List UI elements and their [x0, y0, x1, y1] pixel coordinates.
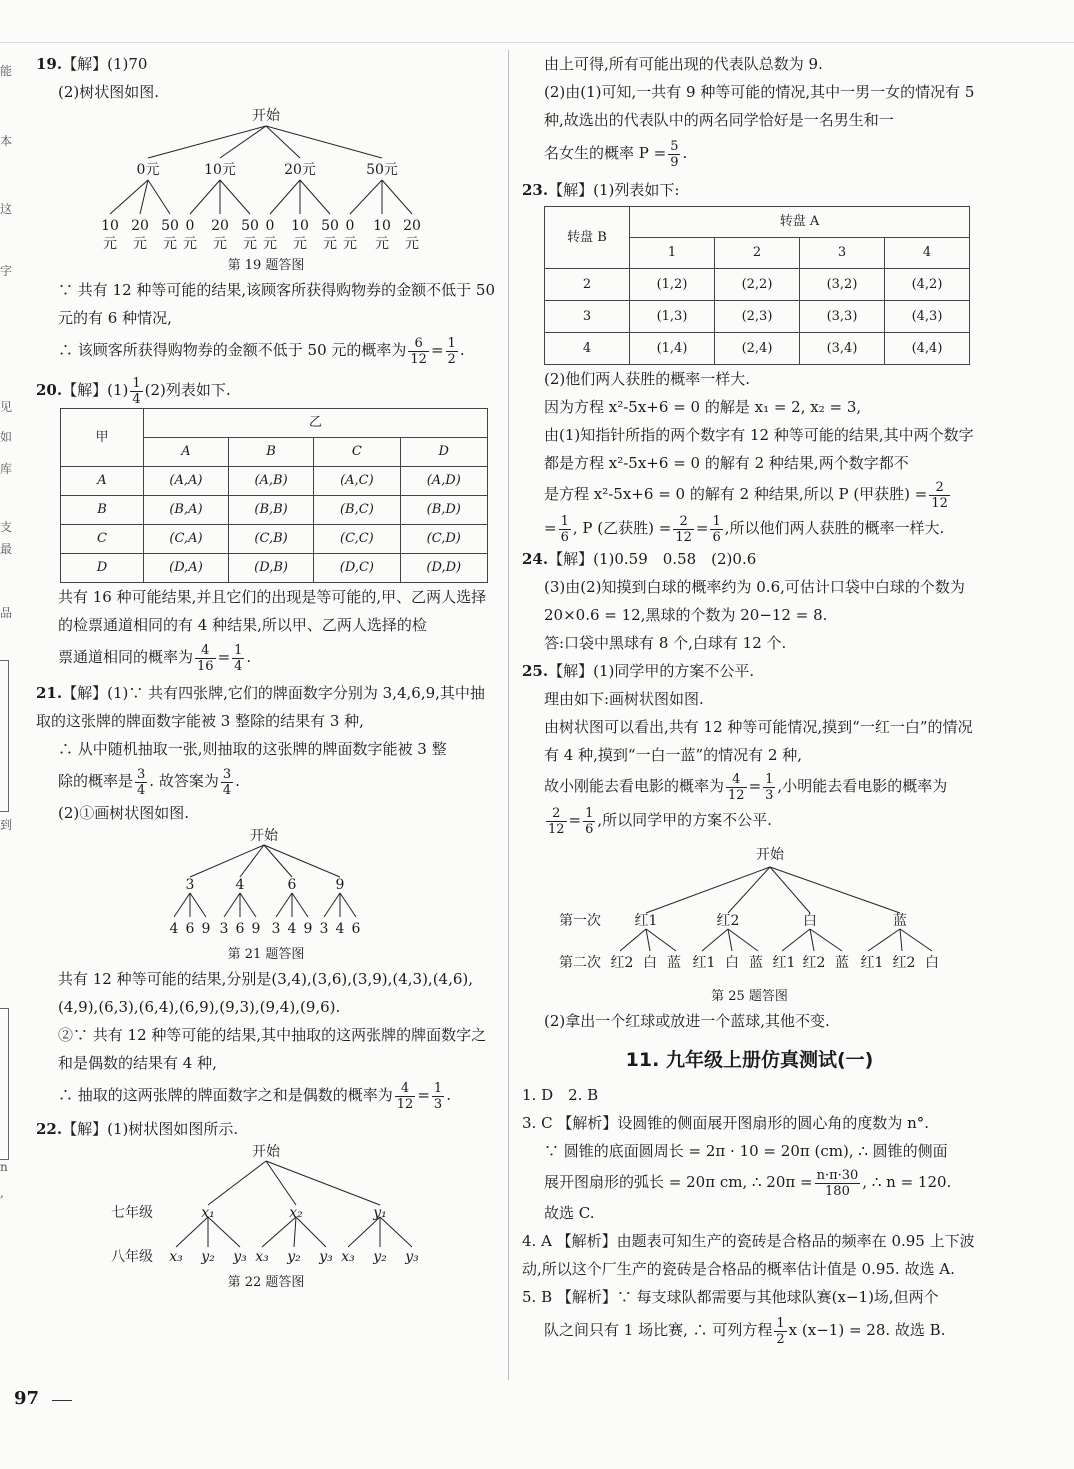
fraction: $\frac{4}{12}$ — [728, 771, 745, 803]
q22-tree-diagram — [36, 1143, 496, 1273]
q21-text3: ∴ 抽取的这两张牌的牌面数字之和是偶数的概率为 $\frac{4}{12}$ = $\frac{1}{3}$ . — [58, 1080, 451, 1112]
q25-tree-diagram — [522, 837, 977, 987]
q19-caption: 第 19 题答图 — [227, 258, 305, 273]
tree-leaf: 蓝 — [749, 955, 763, 971]
tree-node: 6 — [287, 877, 297, 893]
q21-caption: 第 21 题答图 — [227, 947, 305, 962]
q24-line3: 答:口袋中黑球有 8 个,白球有 12 个. — [544, 634, 787, 652]
tree-unit: 元 — [405, 236, 419, 252]
fraction: $\frac{1}{3}$ — [433, 1080, 443, 1112]
margin-table-fragment — [0, 660, 9, 812]
tree-leaf: y₂ — [201, 1249, 215, 1265]
fraction: $\frac{1}{6}$ — [585, 805, 594, 837]
tree-leaf: 白 — [725, 955, 739, 971]
table-header: 转盘 A — [630, 207, 970, 238]
tree-node: 蓝 — [893, 913, 907, 929]
q23-line6: = $\frac{1}{6}$ , P (乙获胜) = $\frac{2}{12}$ = $\frac{1}{6}$ ,所以他们两人获胜的概率一样大. — [544, 513, 945, 545]
tree-leaf: 20 — [131, 218, 149, 234]
margin-fragment: , — [0, 1186, 4, 1200]
row-label: 第二次 — [559, 955, 601, 971]
fraction: $\frac{1}{2}$ — [447, 335, 456, 367]
tree-leaf: 9 — [303, 921, 313, 937]
q23-line3: 因为方程 x²-5x+6 = 0 的解是 x₁ = 2, x₂ = 3, — [544, 398, 862, 416]
answer-4: 4. A 【解析】由题表可知生产的瓷砖是合格品的频率在 0.95 上下波动,所以这个厂生产的瓷砖是合格品的概率估计值是 0.95. 故选 A. — [522, 1232, 975, 1278]
row-label: 八年级 — [111, 1249, 153, 1265]
margin-fragment: 本 — [0, 134, 13, 148]
q19-text2: ∴ 该顾客所获得购物券的金额不低于 50 元的概率为 $\frac{6}{12}$ = $\frac{1}{2}$ . — [58, 335, 465, 367]
tree-unit: 元 — [213, 236, 227, 252]
q22-tree-svg — [36, 1143, 496, 1273]
q25-line1: 25.【解】(1)同学甲的方案不公平. — [522, 662, 755, 680]
tree-leaf: 蓝 — [835, 955, 849, 971]
col-header: D — [400, 438, 487, 467]
q19-line1: 19.【解】(1)70 — [36, 55, 148, 73]
table-row: B (B,A) (B,B) (B,C) (B,D) — [61, 496, 488, 525]
fraction: $\frac{6}{12}$ — [410, 335, 427, 367]
tree-unit: 元 — [375, 236, 389, 252]
q22-line1: 22.【解】(1)树状图如图所示. — [36, 1120, 239, 1138]
q20-table — [60, 408, 488, 583]
tree-unit: 元 — [323, 236, 337, 252]
tree-leaf: 6 — [351, 921, 361, 937]
q21-line3: 除的概率是 $\frac{3}{4}$ . 故答案为 $\frac{3}{4}$ . — [58, 766, 240, 798]
margin-fragment: n — [0, 1160, 8, 1174]
answer-1-2: 1. D 2. B — [522, 1086, 599, 1104]
answer-3-line2: ∵ 圆锥的底面圆周长 = 2π · 10 = 20π (cm), ∴ 圆锥的侧面 — [544, 1142, 948, 1160]
margin-fragment: 字 — [0, 264, 13, 278]
tree-leaf: 红1 — [772, 955, 796, 971]
fraction: $\frac{3}{4}$ — [137, 766, 146, 798]
tree-leaf: 50 — [161, 218, 179, 234]
fraction: $\frac{2}{12}$ — [548, 805, 565, 837]
q25-line4: 故小刚能去看电影的概率为 $\frac{4}{12}$ = $\frac{1}{3}$ ,小明能去看电影的概率为 — [544, 771, 948, 803]
margin-fragment: 能 — [0, 64, 13, 78]
top-rule — [0, 42, 1074, 43]
tree-unit: 元 — [243, 236, 257, 252]
tree-leaf: 3 — [219, 921, 229, 937]
tree-leaf: 20 — [403, 218, 421, 234]
tree-leaf: 9 — [201, 921, 211, 937]
tree-unit: 元 — [293, 236, 307, 252]
tree-leaf: 10 — [373, 218, 391, 234]
q20-text1: 共有 16 种可能结果,并且它们的出现是等可能的,甲、乙两人选择的检票通道相同的有 4 种结果,所以甲、乙两人选择的检 — [58, 588, 487, 634]
fraction: $\frac{4}{12}$ — [396, 1080, 414, 1112]
tree-leaf: 50 — [321, 218, 339, 234]
answer-3-line1: 3. C 【解析】设圆锥的侧面展开图扇形的圆心角的度数为 n°. — [522, 1114, 930, 1132]
tree-leaf: 红1 — [692, 955, 716, 971]
page-number-rule — [52, 1400, 72, 1401]
margin-fragment: 最 — [0, 542, 13, 556]
row-label: 第一次 — [559, 913, 601, 929]
tree-leaf: y₂ — [373, 1249, 387, 1265]
tree-node: 红2 — [716, 913, 740, 929]
tree-leaf: y₃ — [405, 1249, 419, 1265]
fraction: $\frac{2}{12}$ — [931, 479, 948, 511]
tree-leaf: 10 — [101, 218, 119, 234]
tree-leaf: 50 — [241, 218, 259, 234]
fraction: $\frac{n\cdot\pi\cdot 30}{180}$ — [816, 1167, 859, 1199]
tree-leaf: y₂ — [287, 1249, 301, 1265]
fraction: $\frac{1}{2}$ — [776, 1315, 785, 1347]
fraction: $\frac{2}{12}$ — [675, 513, 692, 545]
tree-leaf: 4 — [287, 921, 297, 937]
q21-line2: ∴ 从中随机抽取一张,则抽取的这张牌的牌面数字能被 3 整 — [58, 740, 447, 758]
tree-leaf: 10 — [291, 218, 309, 234]
tree-leaf: 0 — [185, 218, 195, 234]
tree-unit: 元 — [183, 236, 197, 252]
q23-line2: (2)他们两人获胜的概率一样大. — [544, 370, 751, 388]
tree-node: 白 — [803, 913, 817, 929]
margin-fragment: 支 — [0, 520, 13, 534]
table-corner: 转盘 B — [545, 207, 630, 269]
tree-leaf: 6 — [185, 921, 195, 937]
section-title: 11. 九年级上册仿真测试(一) — [625, 1049, 874, 1071]
margin-fragment: 见 — [0, 400, 13, 414]
column-divider — [508, 50, 509, 1380]
q22-cont-line1: 由上可得,所有可能出现的代表队总数为 9. — [544, 55, 823, 73]
q24-line1: 24.【解】(1)0.59 0.58 (2)0.6 — [522, 550, 757, 568]
answer-5-line1: 5. B 【解析】∵ 每支球队都需要与其他球队赛(x−1)场,但两个 — [522, 1288, 939, 1306]
tree-node: x₂ — [289, 1205, 303, 1221]
fraction: $\frac{1}{4}$ — [132, 375, 141, 407]
q23-table — [544, 206, 970, 365]
col-header: 2 — [715, 238, 800, 269]
q20-text2: 票通道相同的概率为 $\frac{4}{16}$ = $\frac{1}{4}$ . — [58, 642, 252, 674]
col-header: 3 — [800, 238, 885, 269]
table-row: A (A,A) (A,B) (A,C) (A,D) — [61, 467, 488, 496]
tree-leaf: 9 — [251, 921, 261, 937]
q20-line1: 20.【解】(1) $\frac{1}{4}$ (2)列表如下. — [36, 375, 231, 407]
q19-text1: ∵ 共有 12 种等可能的结果,该顾客所获得购物券的金额不低于 50 元的有 6 种情况, — [58, 281, 496, 327]
tree-leaf: x₃ — [169, 1249, 183, 1265]
tree-leaf: 红2 — [610, 955, 634, 971]
fraction: $\frac{3}{4}$ — [222, 766, 232, 798]
tree-leaf: 红2 — [892, 955, 916, 971]
tree-leaf: 6 — [235, 921, 245, 937]
tree-unit: 元 — [163, 236, 177, 252]
q22-caption: 第 22 题答图 — [227, 1275, 305, 1290]
q25-line5: $\frac{2}{12}$ = $\frac{1}{6}$ ,所以同学甲的方案不公平. — [548, 805, 772, 837]
table-corner: 甲 — [61, 409, 144, 467]
q25-line6: (2)拿出一个红球或放进一个蓝球,其他不变. — [544, 1012, 830, 1030]
q25-tree-svg — [522, 837, 977, 987]
q21-tree-svg — [36, 827, 496, 945]
tree-node: 50元 — [366, 162, 398, 178]
margin-fragment: 如 — [0, 430, 13, 444]
margin-table-fragment — [0, 1008, 9, 1160]
table-row: D (D,A) (D,B) (D,C) (D,D) — [61, 554, 488, 583]
tree-leaf: 红1 — [860, 955, 884, 971]
tree-leaf: 20 — [211, 218, 229, 234]
tree-leaf: 红2 — [802, 955, 826, 971]
tree-node: 0元 — [136, 162, 160, 178]
answer-5-line2: 队之间只有 1 场比赛, ∴ 可列方程 $\frac{1}{2}$ x (x−1) = 28. 故选 B. — [544, 1315, 946, 1347]
tree-root: 开始 — [252, 108, 280, 124]
q19-line2: (2)树状图如图. — [58, 83, 160, 101]
q21-text1: 共有 12 种等可能的结果,分别是(3,4),(3,6),(3,9),(4,3),(4,6),(4,9),(6,3),(6,4),(6,9),(9,3),(9,4),(9,6). — [58, 970, 474, 1016]
q22-cont-line2: (2)由(1)可知,一共有 9 种等可能的情况,其中一男一女的情况有 5 种,故选出的代表队中的两名同学恰好是一名男生和一 — [544, 83, 975, 129]
tree-node: 4 — [235, 877, 245, 893]
table-row: 3 (1,3) (2,3) (3,3) (4,3) — [545, 301, 970, 333]
q25-line2: 理由如下:画树状图如图. — [544, 690, 704, 708]
tree-leaf: x₃ — [255, 1249, 269, 1265]
margin-fragment: 品 — [0, 606, 13, 620]
tree-leaf: 3 — [319, 921, 329, 937]
table-header: 乙 — [144, 409, 488, 438]
tree-node: y₁ — [373, 1205, 387, 1221]
tree-unit: 元 — [343, 236, 357, 252]
q25-caption: 第 25 题答图 — [711, 989, 788, 1004]
q21-text2: ②∵ 共有 12 种等可能的结果,其中抽取的这两张牌的牌面数字之和是偶数的结果有 4 种, — [58, 1026, 487, 1072]
col-header: C — [314, 438, 400, 467]
table-row: 2 (1,2) (2,2) (3,2) (4,2) — [545, 269, 970, 301]
tree-node: 10元 — [204, 162, 236, 178]
col-header: A — [144, 438, 229, 467]
tree-leaf: y₃ — [233, 1249, 247, 1265]
q22-cont-line3: 名女生的概率 P = $\frac{5}{9}$ . — [544, 138, 688, 170]
tree-node: 红1 — [634, 913, 658, 929]
tree-unit: 元 — [263, 236, 277, 252]
q21-tree-diagram — [36, 827, 496, 945]
tree-leaf: 白 — [643, 955, 657, 971]
col-header: 1 — [630, 238, 715, 269]
tree-leaf: 0 — [345, 218, 355, 234]
right-column — [522, 50, 977, 1349]
col-header: 4 — [885, 238, 970, 269]
table-row: C (C,A) (C,B) (C,C) (C,D) — [61, 525, 488, 554]
tree-root: 开始 — [756, 847, 784, 863]
tree-unit: 元 — [133, 236, 147, 252]
fraction: $\frac{1}{6}$ — [712, 513, 721, 545]
tree-node: 20元 — [284, 162, 316, 178]
tree-node: x₁ — [201, 1205, 215, 1221]
tree-leaf: y₃ — [319, 1249, 333, 1265]
margin-fragment: 这 — [0, 202, 13, 216]
fraction: $\frac{1}{6}$ — [560, 513, 569, 545]
tree-leaf: 0 — [265, 218, 275, 234]
fraction: $\frac{1}{3}$ — [765, 771, 774, 803]
q23-line4: 由(1)知指针所指的两个数字有 12 种等可能的结果,其中两个数字都是方程 x²-5x+6 = 0 的解有 2 种结果,两个数字都不 — [544, 426, 974, 472]
q25-line3: 由树状图可以看出,共有 12 种等可能情况,摸到“一红一白”的情况有 4 种,摸到“一白一蓝”的情况有 2 种, — [544, 718, 973, 764]
fraction: $\frac{1}{4}$ — [234, 642, 243, 674]
q19-tree-diagram — [36, 106, 496, 256]
tree-node: 9 — [335, 877, 345, 893]
tree-root: 开始 — [252, 1144, 280, 1160]
tree-leaf: 白 — [925, 955, 939, 971]
tree-leaf: x₃ — [341, 1249, 355, 1265]
col-header: B — [228, 438, 313, 467]
tree-leaf: 4 — [169, 921, 179, 937]
fraction: $\frac{4}{16}$ — [197, 642, 214, 674]
table-row: 4 (1,4) (2,4) (3,4) (4,4) — [545, 333, 970, 365]
tree-unit: 元 — [103, 236, 117, 252]
q19-tree-svg — [36, 106, 496, 256]
tree-root: 开始 — [250, 828, 278, 844]
margin-fragment: 库 — [0, 462, 13, 476]
q21-line4: (2)①画树状图如图. — [58, 804, 190, 822]
answer-3-line4: 故选 C. — [544, 1204, 595, 1222]
q24-line2: (3)由(2)知摸到白球的概率约为 0.6,可估计口袋中白球的个数为 20×0.6 = 12,黑球的个数为 20−12 = 8. — [544, 578, 965, 624]
q23-line1: 23.【解】(1)列表如下: — [522, 181, 680, 199]
q21-line1: 21.【解】(1)∵ 共有四张牌,它们的牌面数字分别为 3,4,6,9,其中抽取的这张牌的牌面数字能被 3 整除的结果有 3 种, — [36, 684, 485, 730]
row-label: 七年级 — [111, 1205, 153, 1221]
left-column — [36, 50, 496, 1293]
answer-3-line3: 展开图扇形的弧长 = 20π cm, ∴ 20π = $\frac{n\cdot\pi\cdot 30}{180}$ , ∴ n = 120. — [544, 1167, 952, 1199]
tree-leaf: 蓝 — [667, 955, 681, 971]
q23-line5: 是方程 x²-5x+6 = 0 的解有 2 种结果,所以 P (甲获胜) = $\frac{2}{12}$ — [544, 479, 948, 511]
tree-node: 3 — [185, 877, 195, 893]
tree-leaf: 3 — [271, 921, 281, 937]
page-number: 97 — [14, 1388, 40, 1409]
margin-fragment: 到 — [0, 818, 13, 832]
fraction: $\frac{5}{9}$ — [670, 138, 679, 170]
tree-leaf: 4 — [335, 921, 345, 937]
